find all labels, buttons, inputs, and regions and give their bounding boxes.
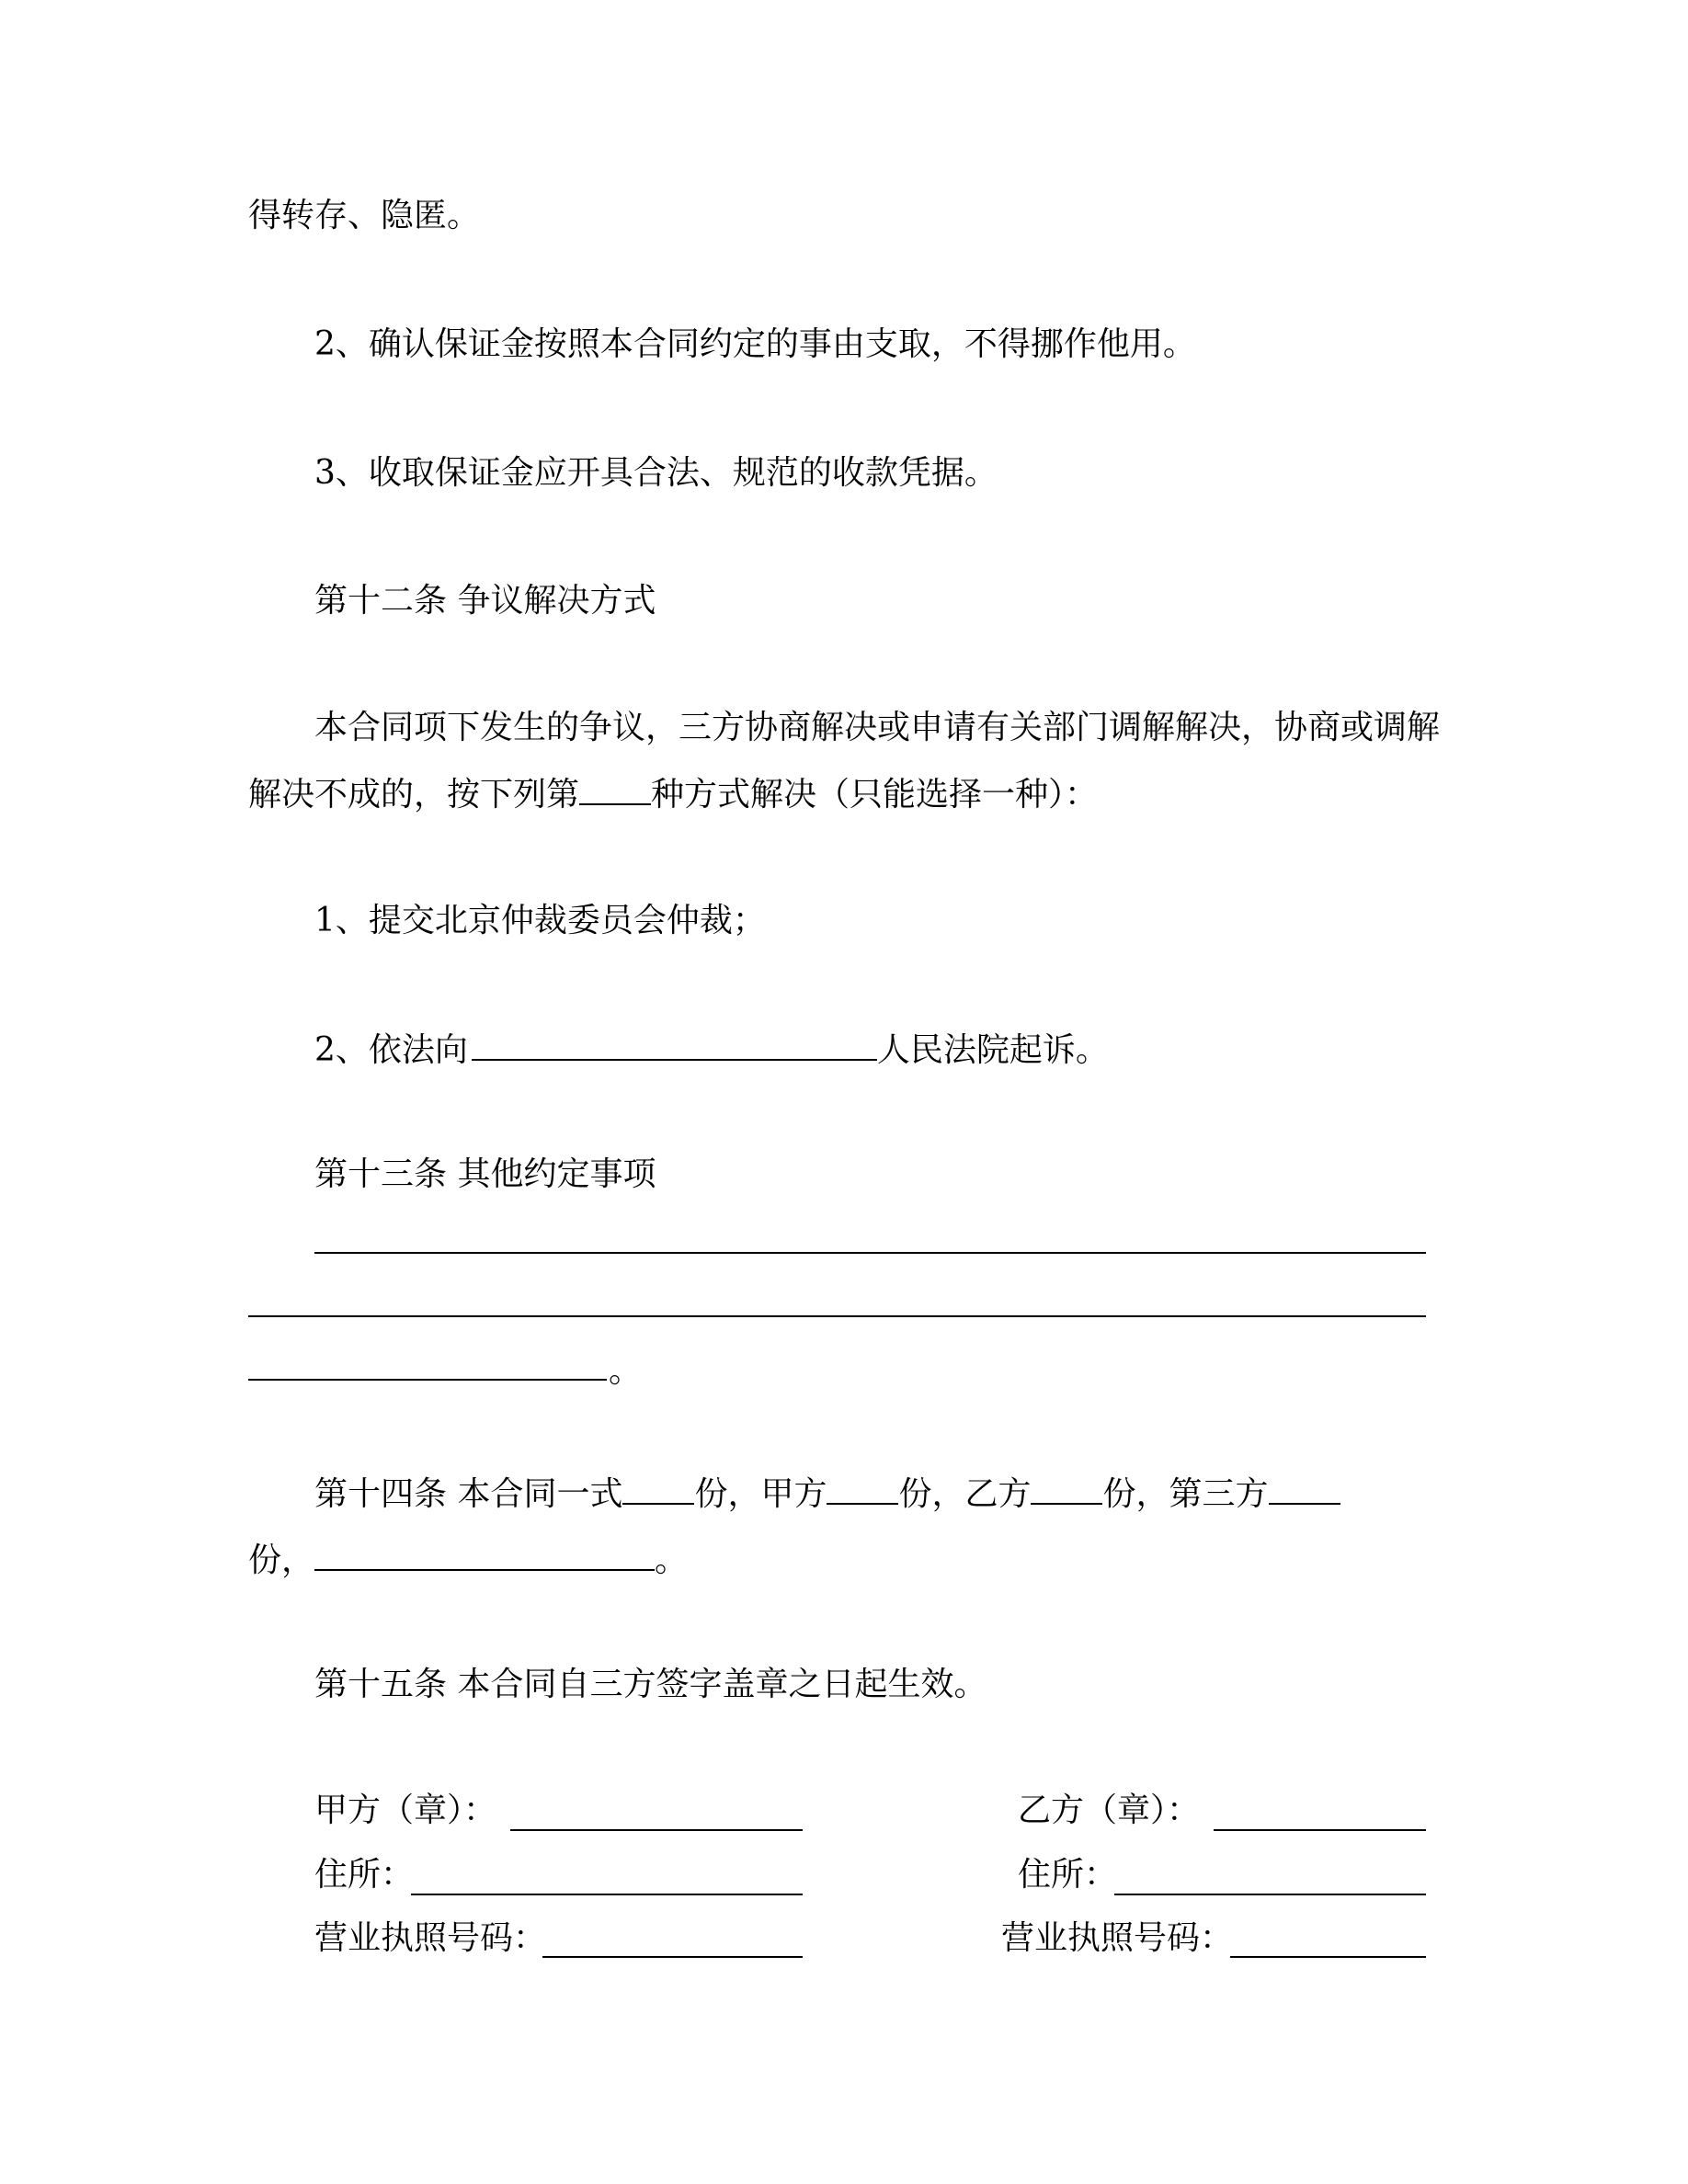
paragraph: 2、确认保证金按照本合同约定的事由支取，不得挪作他用。 [314, 325, 1196, 363]
label: 甲方（章）： [314, 1792, 497, 1829]
text: 人民法院起诉。 [876, 1031, 1109, 1069]
party-b-address [1018, 1855, 1117, 1895]
article-heading: 第十三条 其他约定事项 [314, 1155, 656, 1193]
paragraph: 1、提交北京仲裁委员会仲裁； [314, 902, 766, 939]
text: 份， [248, 1541, 315, 1579]
text: 。 [655, 1541, 689, 1579]
article-heading: 第十二条 争议解决方式 [314, 582, 656, 620]
party-b-license [1001, 1918, 1233, 1959]
party-a-address-line[interactable] [411, 1894, 803, 1895]
label: 营业执照号码： [314, 1919, 547, 1957]
copies-c-blank[interactable] [1269, 1472, 1340, 1505]
label: 住所： [314, 1856, 415, 1894]
party-a-seal [314, 1791, 496, 1831]
copies-other-blank[interactable] [314, 1538, 655, 1571]
period: 。 [609, 1352, 643, 1390]
label: 营业执照号码： [1001, 1919, 1234, 1957]
paragraph [314, 1028, 1109, 1068]
party-b-seal-line[interactable] [1214, 1829, 1426, 1831]
party-a-seal-line[interactable] [510, 1829, 803, 1831]
paragraph: 3、收取保证金应开具合法、规范的收款凭据。 [314, 454, 998, 492]
other-terms-line-2[interactable] [248, 1315, 1426, 1317]
text: 份，第三方 [1102, 1475, 1269, 1513]
method-blank[interactable] [579, 772, 651, 805]
party-b-address-line[interactable] [1114, 1894, 1426, 1895]
party-b-license-line[interactable] [1230, 1956, 1426, 1958]
article-heading: 第十五条 本合同自三方签字盖章之日起生效。 [314, 1666, 987, 1703]
text: 第十四条 本合同一式 [314, 1475, 623, 1513]
copies-total-blank[interactable] [622, 1472, 694, 1505]
label: 住所： [1018, 1856, 1118, 1894]
text: 种方式解决（只能选择一种）： [651, 776, 1099, 813]
paragraph [248, 772, 1098, 813]
party-a-license [314, 1918, 546, 1959]
other-terms-line-3[interactable] [248, 1379, 607, 1381]
party-a-address [314, 1855, 414, 1895]
paragraph: 得转存、隐匿。 [248, 197, 481, 234]
court-blank[interactable] [472, 1028, 877, 1061]
other-terms-line-1[interactable] [314, 1252, 1426, 1254]
text: 份，乙方 [898, 1475, 1032, 1513]
paragraph [248, 1538, 688, 1578]
text: 2、依法向 [314, 1031, 468, 1069]
party-a-license-line[interactable] [542, 1956, 803, 1958]
paragraph [314, 1472, 1340, 1512]
text: 份，甲方 [694, 1475, 827, 1513]
paragraph: 本合同项下发生的争议，三方协商解决或申请有关部门调解解决，协商或调解 [314, 709, 1441, 746]
label: 乙方（章）： [1018, 1792, 1201, 1829]
copies-a-blank[interactable] [827, 1472, 898, 1505]
party-b-seal [1018, 1791, 1200, 1831]
copies-b-blank[interactable] [1031, 1472, 1102, 1505]
text: 解决不成的，按下列第 [248, 776, 580, 813]
